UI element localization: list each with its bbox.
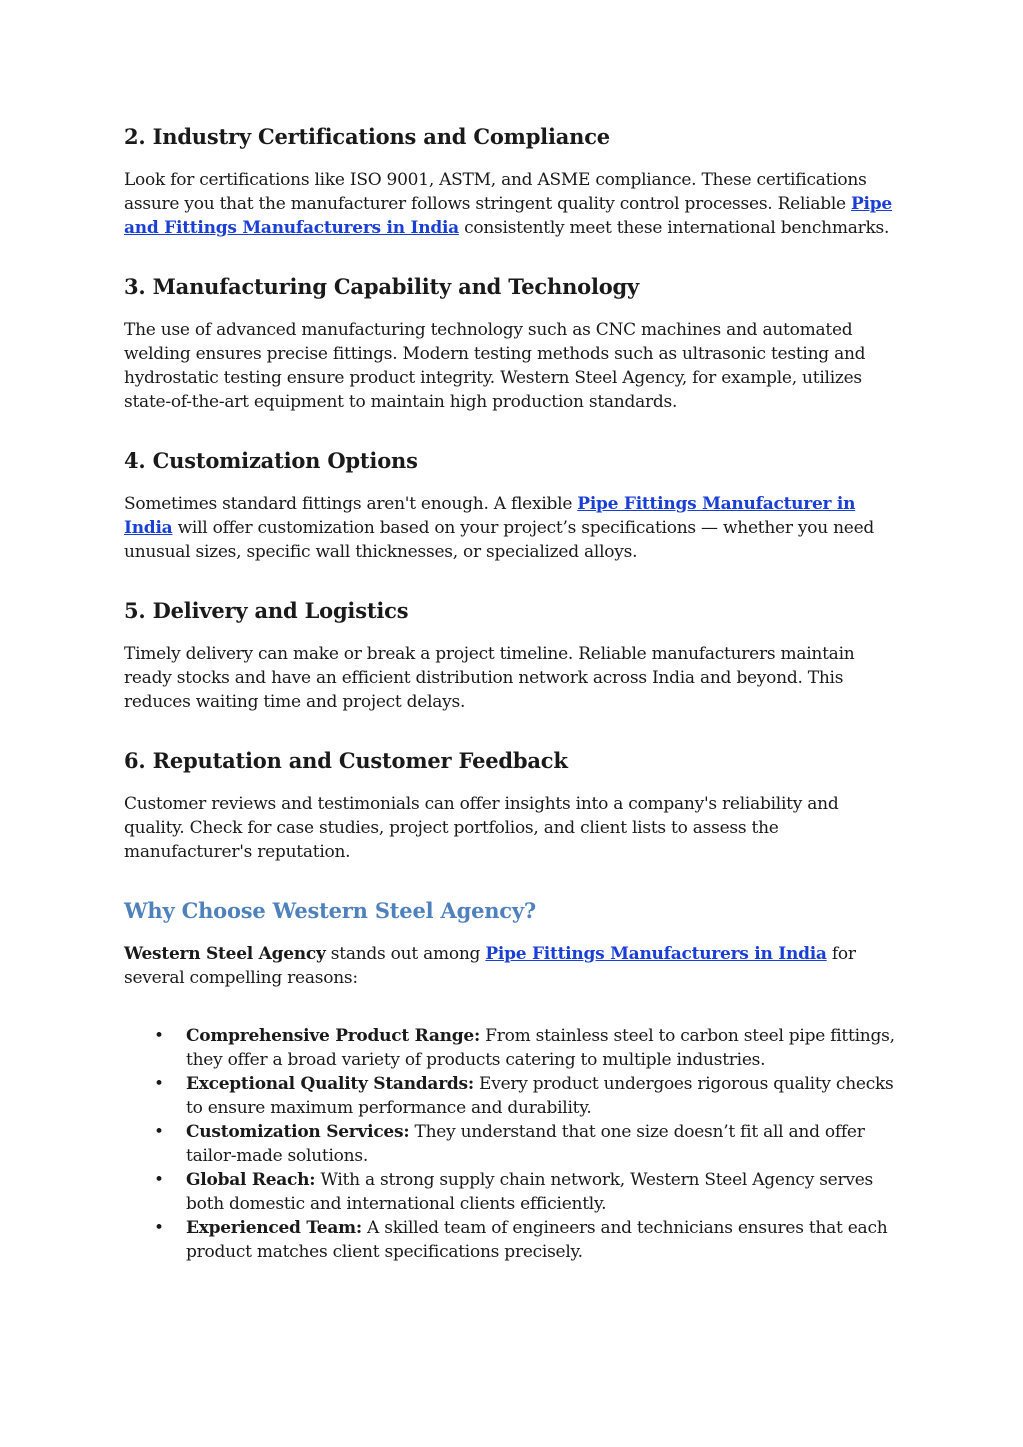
pipe-and-fittings-link[interactable]: Pipe and Fittings Manufacturers in India [124,194,892,238]
list-item [154,1120,900,1168]
bullet-icon: • [154,1170,164,1190]
section-why-choose [124,894,900,1264]
section-reputation [124,744,900,864]
paragraph-text: consistently meet these international benchmarks. [458,218,890,238]
document-page [124,120,900,1294]
section-heading: 4. Customization Options [124,448,418,473]
bullet-icon: • [154,1122,164,1142]
reasons-list [124,1024,900,1264]
list-item-title: Customization Services: [186,1122,410,1142]
section-paragraph: The use of advanced manufacturing technology such as CNC machines and automated welding ensures precise fittings. Modern testing methods such as ultrasonic testing and hydrostatic testing ensure product integrity. Western Steel Agency, for example, utilizes state-of-the-art equipment to maintain high production standards. [124,320,866,412]
list-item [154,1024,900,1072]
paragraph-text: for several compelling reasons: [124,944,856,988]
section-delivery [124,594,900,714]
list-item-title: Global Reach: [186,1170,316,1190]
section-heading: 3. Manufacturing Capability and Technology [124,274,640,299]
list-item-text: With a strong supply chain network, Western Steel Agency serves both domestic and international clients efficiently. [186,1170,874,1214]
paragraph-text: stands out among [325,944,486,964]
list-item-title: Exceptional Quality Standards: [186,1074,474,1094]
list-item-text: From stainless steel to carbon steel pipe fittings, they offer a broad variety of products catering to multiple industries. [186,1026,895,1070]
list-item-text: Every product undergoes rigorous quality checks to ensure maximum performance and durability. [186,1074,894,1118]
why-choose-heading: Why Choose Western Steel Agency? [124,898,536,923]
section-paragraph: Timely delivery can make or break a project timeline. Reliable manufacturers maintain ready stocks and have an efficient distribution network across India and beyond. This reduces waiting time and project delays. [124,644,855,712]
section-heading: 2. Industry Certifications and Compliance [124,124,610,149]
section-heading: 5. Delivery and Logistics [124,598,409,623]
section-customization [124,444,900,564]
section-paragraph [124,492,900,564]
section-paragraph [124,168,900,240]
bullet-icon: • [154,1074,164,1094]
pipe-fittings-manufacturers-link[interactable]: Pipe Fittings Manufacturers in India [485,944,827,964]
paragraph-text: Look for certifications like ISO 9001, ASTM, and ASME compliance. These certifications assure you that the manufacturer follows stringent quality control processes. Reliable [124,170,867,214]
company-name: Western Steel Agency [124,944,326,964]
list-item-title: Comprehensive Product Range: [186,1026,481,1046]
bullet-icon: • [154,1026,164,1046]
list-item [154,1168,900,1216]
list-item [154,1072,900,1120]
pipe-fittings-manufacturer-link[interactable]: Pipe Fittings Manufacturer in India [124,494,856,538]
section-paragraph: Customer reviews and testimonials can offer insights into a company's reliability and quality. Check for case studies, project portfolios, and client lists to assess the manufacturer's reputation. [124,794,839,862]
why-intro-paragraph [124,942,900,990]
list-item-title: Experienced Team: [186,1218,362,1238]
paragraph-text: Sometimes standard fittings aren't enough. A flexible [124,494,578,514]
section-certifications [124,120,900,240]
list-item [154,1216,900,1264]
section-heading: 6. Reputation and Customer Feedback [124,748,568,773]
list-item-text: They understand that one size doesn’t fit all and offer tailor-made solutions. [186,1122,865,1166]
paragraph-text: will offer customization based on your project’s specifications — whether you need unusual sizes, specific wall thicknesses, or specialized alloys. [124,518,875,562]
list-item-text: A skilled team of engineers and technicians ensures that each product matches client specifications precisely. [186,1218,888,1262]
bullet-icon: • [154,1218,164,1238]
section-manufacturing [124,270,900,414]
